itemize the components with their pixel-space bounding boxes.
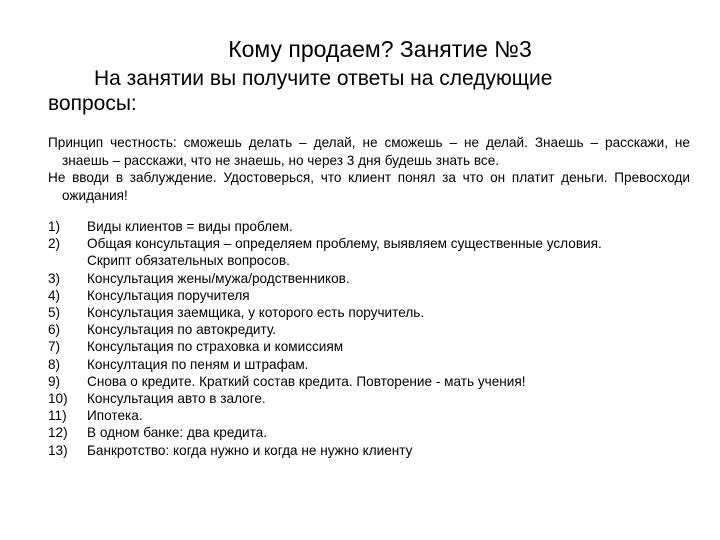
list-item-text: Консультация жены/мужа/родственников.	[87, 270, 350, 286]
list-item-number: 12)	[48, 425, 68, 441]
topics-list	[48, 218, 698, 459]
list-item-number: 2)	[48, 236, 61, 252]
list-item	[48, 270, 698, 287]
list-item-text: Ипотека.	[87, 408, 143, 424]
list-item	[48, 321, 698, 338]
list-item-text: Консультация по страховка и комиссиям	[87, 339, 344, 355]
list-item-text: В одном банке: два кредита.	[87, 425, 268, 441]
list-item-number: 8)	[48, 356, 61, 372]
list-item-text: Банкротство: когда нужно и когда не нужно клиенту	[87, 442, 413, 458]
list-item-number: 11)	[48, 408, 67, 424]
list-item	[48, 338, 698, 355]
principle-paragraph-2: Не вводи в заблуждение. Удостоверься, что клиент понял за что он платит деньги. Превосходи ожидания!	[48, 170, 690, 203]
list-item	[48, 373, 698, 390]
list-item-number: 9)	[48, 373, 61, 389]
list-item-text: Консультация заемщика, у которого есть поручитель.	[87, 305, 425, 321]
list-item-number: 7)	[48, 339, 61, 355]
list-item-text: Консультация авто в залоге.	[87, 391, 266, 407]
list-item-number: 1)	[48, 219, 61, 234]
list-item-number: 13)	[48, 442, 68, 458]
list-item-number: 5)	[48, 305, 61, 321]
list-item-text: Консультация поручителя	[87, 287, 250, 303]
slide-title: Кому продаем? Занятие №3	[228, 36, 532, 62]
list-item-text: Общая консультация – определяем проблему, выявляем существенные условия.	[87, 236, 602, 252]
list-item-number: 10)	[48, 391, 68, 407]
list-item-text: Скрипт обязательных вопросов.	[87, 253, 290, 269]
list-item	[48, 235, 698, 252]
list-item	[48, 252, 698, 269]
list-item-number	[48, 252, 87, 269]
list-item-number: 3)	[48, 270, 61, 286]
list-item	[48, 442, 698, 459]
list-item-text: Виды клиентов = виды проблем.	[87, 219, 293, 234]
list-item-text: Консултация по пеням и штрафам.	[87, 356, 309, 372]
list-item	[48, 304, 698, 321]
list-item-text: Снова о кредите. Краткий состав кредита. Повторение - мать учения!	[87, 373, 526, 389]
subtitle-line-1: На занятии вы получите ответы на следующие	[94, 67, 553, 90]
principle-block	[48, 134, 690, 204]
list-item-number: 4)	[48, 287, 61, 303]
list-item	[48, 218, 698, 235]
list-item	[48, 424, 698, 441]
list-item	[48, 287, 698, 304]
subtitle-line-2: вопросы:	[48, 92, 137, 115]
list-item-number: 6)	[48, 322, 61, 338]
slide-subtitle	[48, 66, 688, 116]
list-item	[48, 356, 698, 373]
list-item	[48, 390, 698, 407]
list-item	[48, 407, 698, 424]
list-item-text: Консультация по автокредиту.	[87, 322, 277, 338]
principle-paragraph-1: Принцип честность: сможешь делать – делай, не сможешь – не делай. Знаешь – расскажи, не знаешь – расскажи, что не знаешь, но через 3 дня будешь знать все.	[48, 135, 690, 168]
